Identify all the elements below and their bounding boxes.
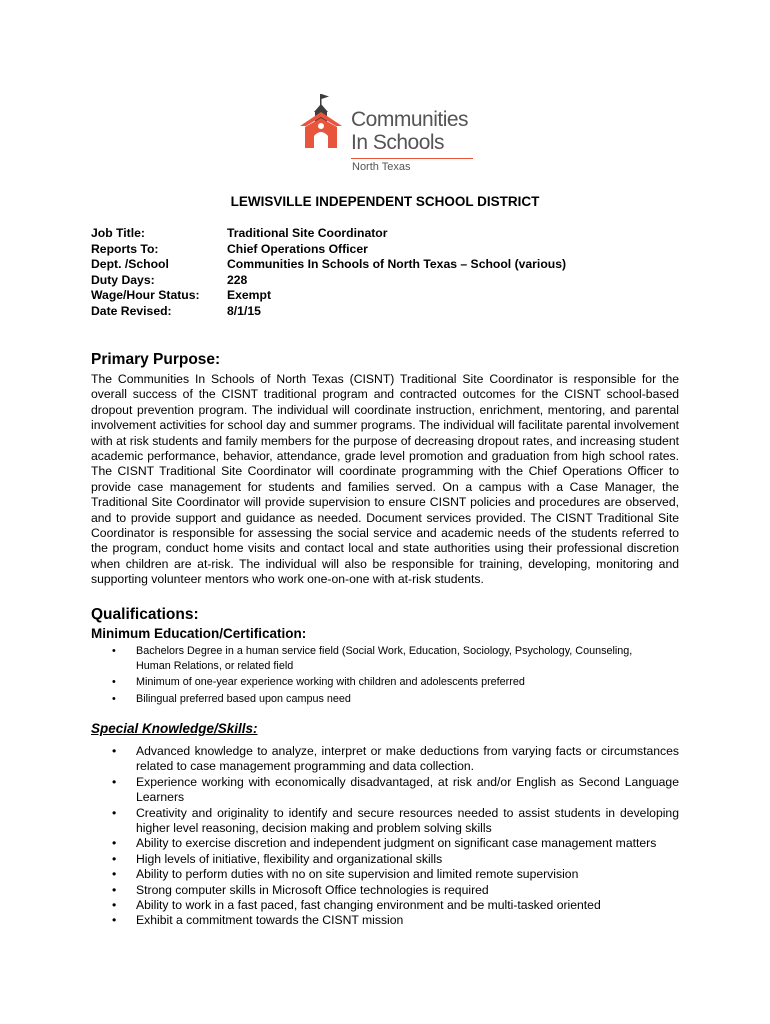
job-info-value: Traditional Site Coordinator <box>227 226 388 240</box>
logo-divider <box>351 158 473 159</box>
primary-purpose-text: The Communities In Schools of North Texas (CISNT) Traditional Site Coordinator is responsible for the overall success of the CISNT traditional program and contracted outcomes for the CISNT school-based dropout prevention program. The individual will coordinate instruction, enrichment, mentoring, and parental involvement activities for school day and summer programs. The individual will facilitate parental involvement with at risk students and family members for the purpose of decreasing dropout rates, and increasing student academic performance, behavior, attendance, grade level promotion and graduation from high school rates. The CISNT Traditional Site Coordinator will coordinate programming with the Chief Operations Officer to provide case management for students and families served. On a campus with a Case Manager, the Traditional Site Coordinator will provide supervision to ensure CISNT policies and procedures are observed, and to provide support and guidance as needed. Document services provided. The CISNT Traditional Site Coordinator is responsible for assessing the social service and academic needs of the students referred to the program, conduct home visits and contact local and state authorities using their professional discretion when children are at-risk. The individual will also be responsible for training, developing, monitoring and supporting volunteer mentors who work one-on-one with at-risk students. <box>91 372 679 587</box>
special-skills-list <box>110 744 679 929</box>
job-info-value: 228 <box>227 272 248 287</box>
district-title: LEWISVILLE INDEPENDENT SCHOOL DISTRICT <box>230 194 540 209</box>
list-item: • High levels of initiative, flexibility and organizational skills <box>110 852 679 867</box>
job-info-label: Dept. /School <box>91 257 169 271</box>
job-info-label: Job Title: <box>91 226 145 240</box>
job-info-value: 8/1/15 <box>227 303 261 318</box>
list-item: • Creativity and originality to identify and secure resources needed to assist students in developing higher level reasoning, decision making and problem solving skills <box>110 806 679 837</box>
list-item: • Bachelors Degree in a human service field (Social Work, Education, Sociology, Psychology, Counseling, Human Relations, or related field <box>110 644 670 673</box>
list-item: • Bilingual preferred based upon campus need <box>110 692 670 707</box>
min-education-list <box>110 644 670 708</box>
job-info-value: Communities In Schools of North Texas – School (various) <box>227 257 567 271</box>
logo-line-2: In Schools <box>351 131 445 154</box>
job-info-row <box>91 257 566 273</box>
list-item: • Ability to exercise discretion and independent judgment on significant case management matters <box>110 836 679 851</box>
job-info-row <box>91 304 566 320</box>
job-info-label: Date Revised: <box>91 303 172 318</box>
list-item: • Exhibit a commitment towards the CISNT mission <box>110 913 679 928</box>
logo-subtitle: North Texas <box>352 161 411 173</box>
job-info-label: Wage/Hour Status: <box>91 288 200 302</box>
job-info-table <box>91 226 566 319</box>
job-info-label: Duty Days: <box>91 272 155 287</box>
list-item: • Ability to perform duties with no on site supervision and limited remote supervision <box>110 867 679 882</box>
min-education-heading: Minimum Education/Certification: <box>91 626 307 641</box>
list-item: • Experience working with economically disadvantaged, at risk and/or English as Second Language Learners <box>110 775 679 806</box>
logo-line-1: Communities <box>351 108 469 131</box>
cis-logo <box>296 92 476 178</box>
job-info-value: Exempt <box>227 288 272 302</box>
school-house-icon <box>296 92 352 152</box>
list-item: • Ability to work in a fast paced, fast changing environment and be multi-tasked oriented <box>110 898 679 913</box>
list-item: • Strong computer skills in Microsoft Office technologies is required <box>110 883 679 898</box>
job-info-row <box>91 273 566 289</box>
job-info-value: Chief Operations Officer <box>227 241 368 256</box>
primary-purpose-heading: Primary Purpose: <box>91 351 221 368</box>
list-item: • Minimum of one-year experience working with children and adolescents preferred <box>110 675 670 690</box>
job-info-row <box>91 288 566 304</box>
qualifications-heading: Qualifications: <box>91 606 199 623</box>
job-info-label: Reports To: <box>91 241 159 256</box>
list-item: • Advanced knowledge to analyze, interpret or make deductions from varying facts or circumstances related to case management programming and data collection. <box>110 744 679 775</box>
job-info-row <box>91 242 566 258</box>
special-skills-heading: Special Knowledge/Skills: <box>91 721 258 736</box>
job-info-row <box>91 226 566 242</box>
